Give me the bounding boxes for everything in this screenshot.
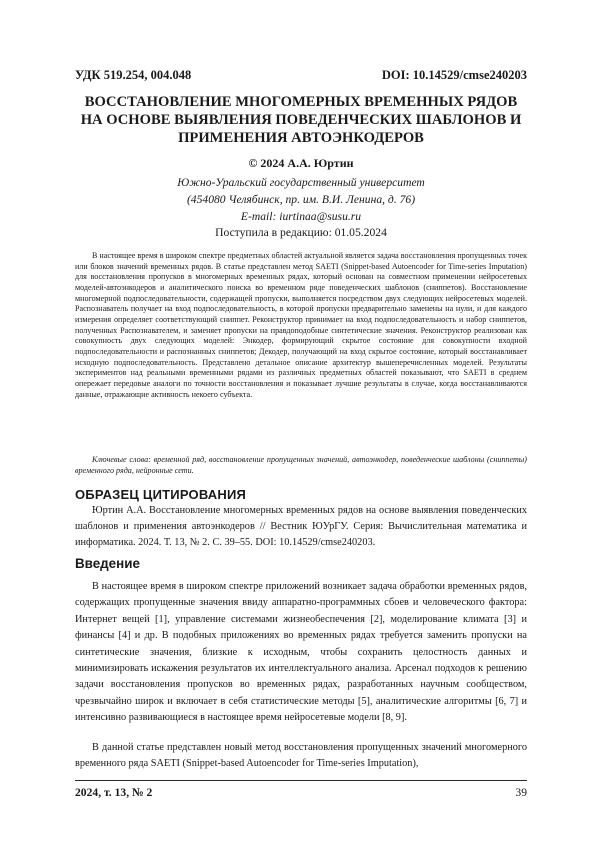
page-number: 39 xyxy=(515,786,527,799)
doi-label: DOI: 10.14529/cmse240203 xyxy=(382,68,527,83)
citation-text: Юртин А.А. Восстановление многомерных временных рядов на основе выявления поведенческих шаблонов и применения автоэнкодеров // Вестник ЮУрГУ. Серия: Вычислительная математика и информатика. 2024. Т. 13, № 2. С. 39–55. DOI: 10.14529/cmse240203. xyxy=(75,503,527,551)
affiliation-email: E-mail: iurtinaa@susu.ru xyxy=(75,210,527,223)
article-title: ВОССТАНОВЛЕНИЕ МНОГОМЕРНЫХ ВРЕМЕННЫХ РЯДОВ НА ОСНОВЕ ВЫЯВЛЕНИЯ ПОВЕДЕНЧЕСКИХ ШАБЛОНОВ И ПРИМЕНЕНИЯ АВТОЭНКОДЕРОВ xyxy=(75,93,527,147)
author-line: © 2024 А.А. Юртин xyxy=(75,156,527,171)
affiliation-university: Южно-Уральский государственный университет xyxy=(75,176,527,189)
keywords: Ключевые слова: временной ряд, восстановление пропущенных значений, автоэнкодер, поведенческие шаблоны (сниппеты) временного ряда, нейронные сети. xyxy=(75,455,527,476)
intro-paragraph-1: В настоящее время в широком спектре приложений возникает задача обработки временных рядов, содержащих пропущенные значения ввиду аппаратно-программных сбоев и человеческого фактора: Интернет вещей [1], управление системами жизнеобеспечения [2], моделирование климата [3] и финансы [4] и др. В подобных приложениях во временных рядах требуется заменить пропуски на синтетические значения, близкие к исходным, чтобы сохранить целостность данных и минимизировать искажения результатов их интеллектуального анализа. Арсенал подходов к решению задачи восстановления пропусков во временных рядах, разработанных научным сообществом, чрезвычайно широк и включает в себя статистические методы [5], аналитические алгоритмы [6, 7] и интенсивно развивающиеся в настоящее время нейросетевые модели [8, 9]. xyxy=(75,579,527,727)
footer-rule xyxy=(75,780,527,781)
intro-paragraph-2: В данной статье представлен новый метод восстановления пропущенных значений многомерного временного ряда SAETI (Snippet-based Autoencoder for Time-series Imputation), xyxy=(75,740,527,773)
received-date: Поступила в редакцию: 01.05.2024 xyxy=(75,226,527,239)
citation-heading: ОБРАЗЕЦ ЦИТИРОВАНИЯ xyxy=(75,487,246,502)
journal-page xyxy=(0,0,600,848)
udc-code: УДК 519.254, 004.048 xyxy=(75,68,191,83)
abstract: В настоящее время в широком спектре предметных областей актуальной является задача восстановления пропущенных точек или блоков значений временных рядов. В статье представлен метод SAETI (Snippet-based Autoencoder for Time-series Imputation) для восстановления пропусков в многомерных временных рядах, который основан на совместном применении нейросетевых моделей-автоэнкодеров и аналитического поиска во временном ряде поведенческих шаблонов (сниппетов). Восстановление многомерной подпоследовательности, содержащей пропуски, выполняется посредством двух следующих нейросетевых моделей. Распознаватель получает на вход подпоследовательность, в которой пропуски предварительно заменены на нули, и для каждого измерения определяет соответствующий сниппет. Реконструктор принимает на вход подпоследовательность и набор сниппетов, полученных Распознавателем, и заменяет пропуски на правдоподобные синтетические значения. Реконструктор реализован как совокупность двух следующих моделей: Энкодер, формирующий скрытое состояние для совокупности входной подпоследовательности и распознанных сниппетов; Декодер, получающий на вход скрытое состояние, который восстанавливает исходную подпоследовательность. Представлено детальное описание архитектур вышеперечисленных моделей. Результаты экспериментов над реальными временными рядами из различных предметных областей показывают, что SAETI в среднем опережает передовые аналоги по точности восстановления и показывает лучшие результаты в случае, когда восстанавливаются данные, отражающие активность некоего субъекта. xyxy=(75,251,527,400)
article-header xyxy=(75,68,527,84)
section-heading-introduction: Введение xyxy=(75,556,140,571)
footer-issue: 2024, т. 13, № 2 xyxy=(75,786,152,799)
affiliation-address: (454080 Челябинск, пр. им. В.И. Ленина, д. 76) xyxy=(75,193,527,206)
